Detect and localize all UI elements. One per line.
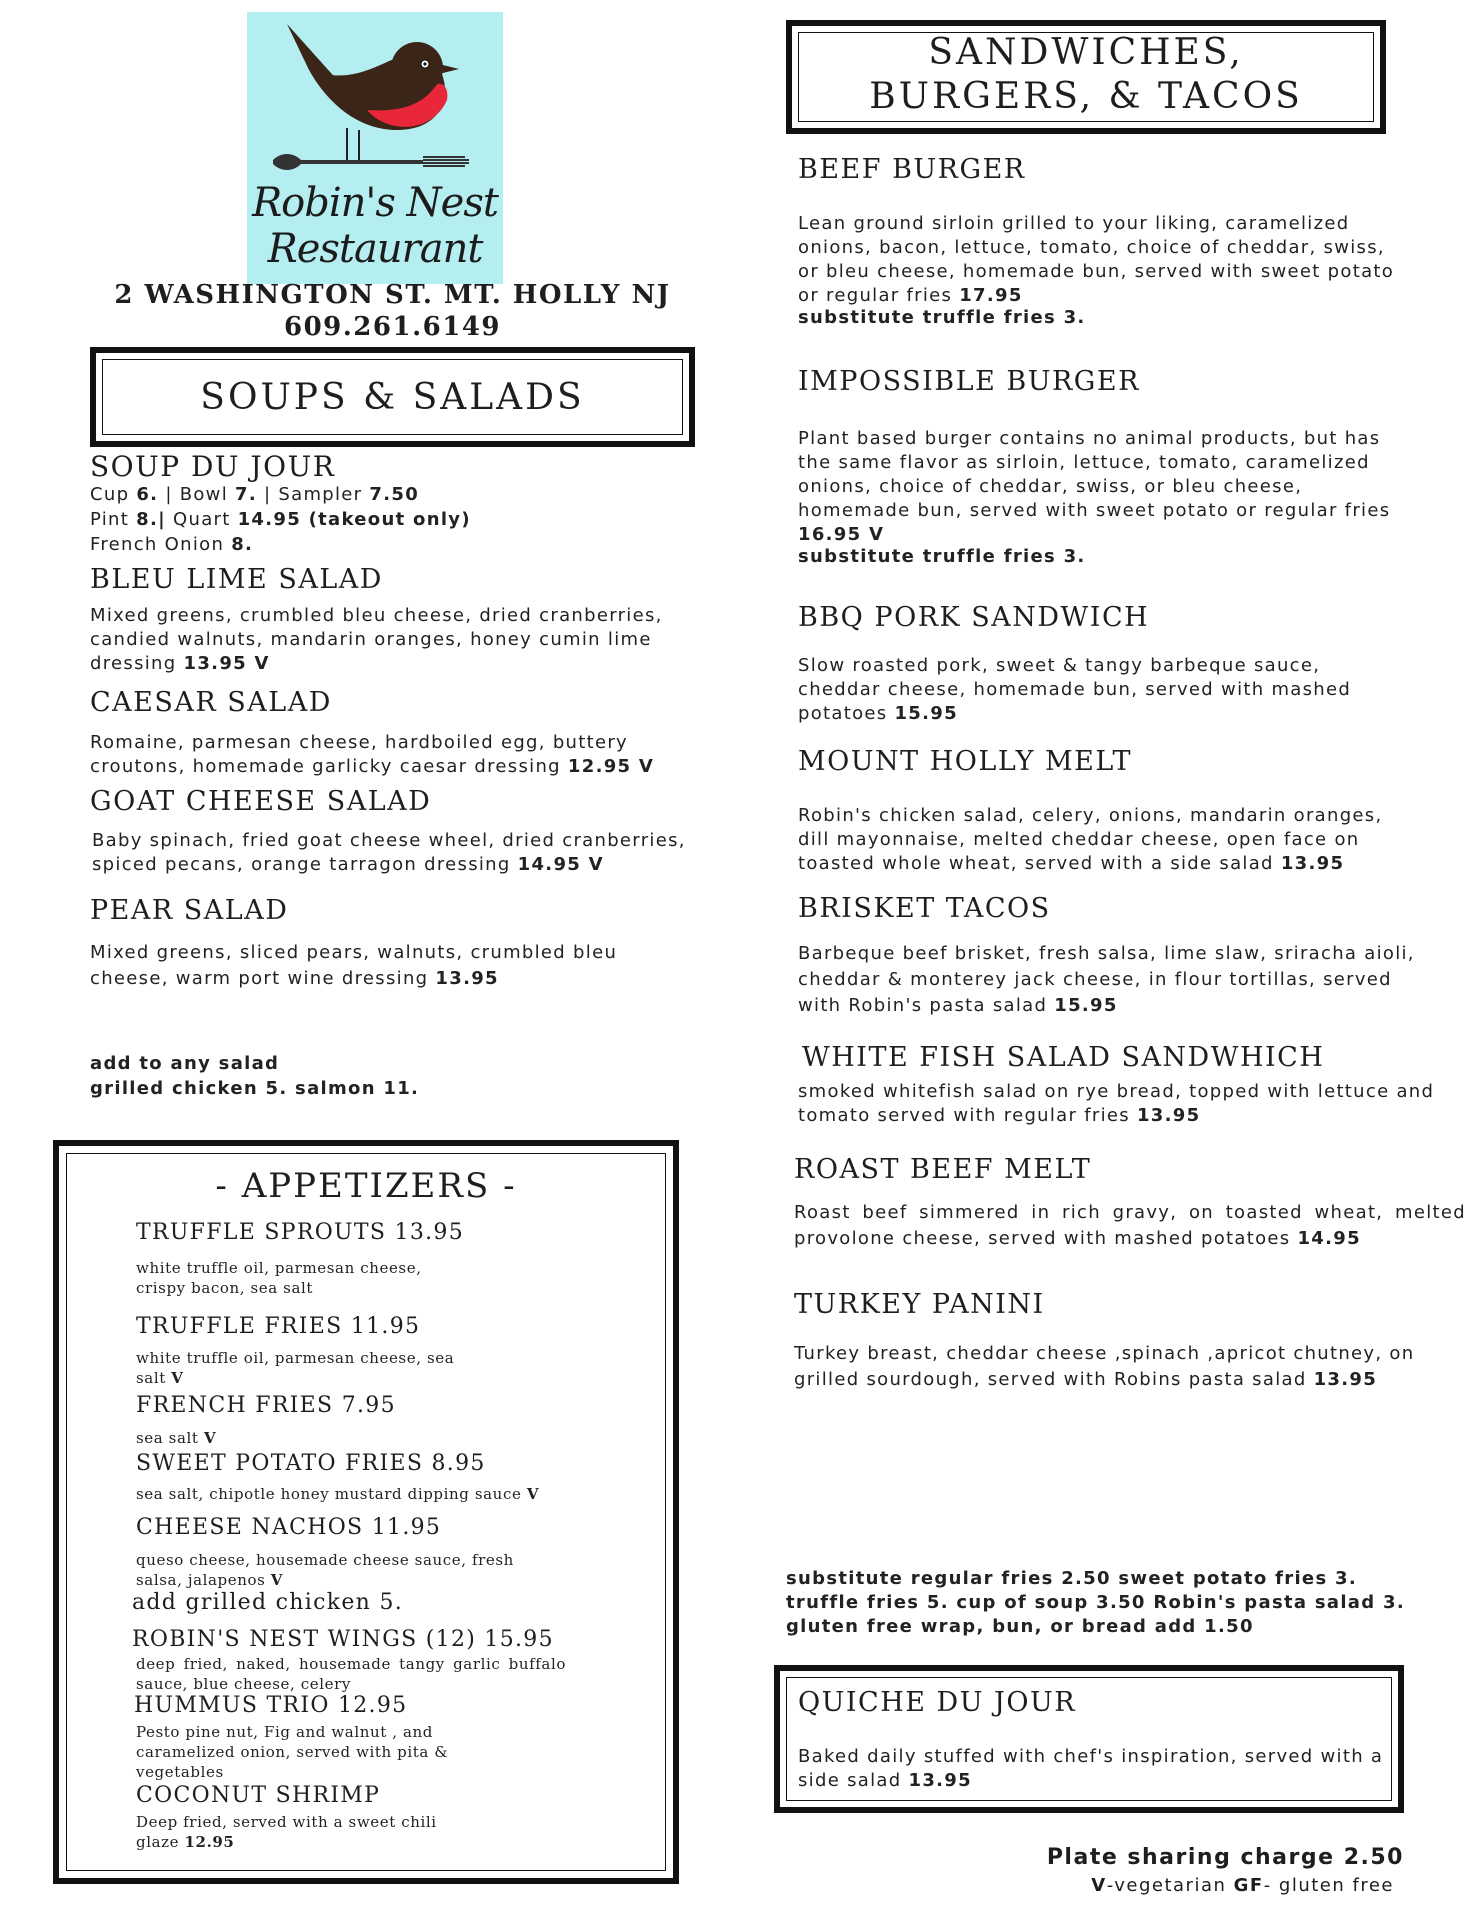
soup-du-jour-name: SOUP DU JOUR <box>90 450 336 483</box>
sandwich-desc: Turkey breast, cheddar cheese ,spinach ,apricot chutney, on grilled sourdough, served with Robins pasta salad 13.95 <box>794 1343 1415 1390</box>
sandwich-desc: Plant based burger contains no animal products, but has the same flavor as sirloin, lettuce, tomato, caramelized onions, choice of cheddar, swiss, or bleu cheese, homemade bun, served with sweet potato or regular fries 16.95 V <box>798 428 1391 545</box>
appetizer-name: COCONUT SHRIMP <box>136 1783 381 1808</box>
sandwich-name: WHITE FISH SALAD SANDWHICH <box>802 1042 1325 1073</box>
substitutions-3: gluten free wrap, bun, or bread add 1.50 <box>786 1616 1254 1637</box>
soup-prices-2: Pint 8.| Quart 14.95 (takeout only) <box>90 509 471 530</box>
sandwich-name: BRISKET TACOS <box>798 893 1051 924</box>
quiche-name: QUICHE DU JOUR <box>798 1687 1077 1718</box>
soups-header-box <box>90 347 695 447</box>
sandwich-name: ROAST BEEF MELT <box>794 1154 1092 1185</box>
sandwiches-header-box <box>786 20 1386 134</box>
salad-desc: Romaine, parmesan cheese, hardboiled egg, buttery croutons, homemade garlicky caesar dressing 12.95 V <box>90 732 655 777</box>
soup-prices-3: French Onion 8. <box>90 534 254 555</box>
sandwich-name: MOUNT HOLLY MELT <box>798 746 1133 777</box>
sandwich-name: IMPOSSIBLE BURGER <box>798 366 1140 397</box>
appetizer-desc: Deep fried, served with a sweet chili glaze 12.95 <box>136 1813 437 1851</box>
soup-prices-1: Cup 6. | Bowl 7. | Sampler 7.50 <box>90 484 420 505</box>
restaurant-logo <box>247 12 503 284</box>
substitutions-1: substitute regular fries 2.50 sweet potato fries 3. <box>786 1568 1357 1589</box>
sandwich-extra: substitute truffle fries 3. <box>798 307 1086 328</box>
sandwich-name: BBQ PORK SANDWICH <box>798 602 1150 633</box>
phone: 609.261.6149 <box>283 312 501 342</box>
sandwich-desc: Slow roasted pork, sweet & tangy barbeque sauce, cheddar cheese, homemade bun, served with mashed potatoes 15.95 <box>798 655 1352 724</box>
sandwich-desc: Robin's chicken salad, celery, onions, mandarin oranges, dill mayonnaise, melted cheddar cheese, open face on toasted whole wheat, served with a side salad 13.95 <box>798 805 1383 874</box>
logo-line-1: Robin's Nest <box>252 180 498 226</box>
appetizer-desc: sea salt V <box>136 1429 217 1447</box>
logo-line-2: Restaurant <box>267 226 483 272</box>
soups-title: SOUPS & SALADS <box>200 377 585 418</box>
appetizers-title: - APPETIZERS - <box>215 1166 517 1206</box>
appetizer-desc: queso cheese, housemade cheese sauce, fresh salsa, jalapenos V <box>136 1551 514 1589</box>
appetizer-desc: sea salt, chipotle honey mustard dipping sauce V <box>136 1485 540 1503</box>
substitutions-2: truffle fries 5. cup of soup 3.50 Robin's pasta salad 3. <box>786 1592 1405 1613</box>
sandwich-desc: Roast beef simmered in rich gravy, on toasted wheat, melted provolone cheese, served with mashed potatoes 14.95 <box>794 1202 1466 1249</box>
salad-desc: Mixed greens, crumbled bleu cheese, dried cranberries, candied walnuts, mandarin oranges, honey cumin lime dressing 13.95 V <box>90 605 663 674</box>
sandwiches-title-line-2: BURGERS, & TACOS <box>869 76 1303 117</box>
appetizer-name: TRUFFLE FRIES 11.95 <box>136 1314 421 1339</box>
sandwich-name: TURKEY PANINI <box>794 1289 1045 1320</box>
salad-name: GOAT CHEESE SALAD <box>90 786 432 817</box>
salad-desc: Baby spinach, fried goat cheese wheel, dried cranberries, spiced pecans, orange tarragon dressing 14.95 V <box>92 830 686 875</box>
salad-desc: Mixed greens, sliced pears, walnuts, crumbled bleu cheese, warm port wine dressing 13.95 <box>90 942 618 989</box>
sharing-charge: Plate sharing charge 2.50 <box>1046 1845 1404 1870</box>
salad-addon-1: add to any salad <box>90 1053 280 1074</box>
salad-addon-2: grilled chicken 5. salmon 11. <box>90 1078 420 1099</box>
appetizer-name: FRENCH FRIES 7.95 <box>136 1393 396 1418</box>
appetizer-name: CHEESE NACHOS 11.95 <box>136 1515 442 1540</box>
sandwich-desc: smoked whitefish salad on rye bread, topped with lettuce and tomato served with regular fries 13.95 <box>798 1081 1435 1126</box>
appetizer-desc: Pesto pine nut, Fig and walnut , and caramelized onion, served with pita & vegetables <box>136 1723 449 1781</box>
sandwich-desc: Lean ground sirloin grilled to your liking, caramelized onions, bacon, lettuce, tomato, choice of cheddar, swiss, or bleu cheese, homemade bun, served with sweet potato or regular fries 17.95 <box>798 213 1395 306</box>
appetizer-name: SWEET POTATO FRIES 8.95 <box>136 1451 486 1476</box>
salad-name: BLEU LIME SALAD <box>90 564 383 595</box>
appetizer-desc: white truffle oil, parmesan cheese, crispy bacon, sea salt <box>136 1259 422 1297</box>
salad-name: PEAR SALAD <box>90 895 289 926</box>
appetizer-desc: deep fried, naked, housemade tangy garlic buffalo sauce, blue cheese, celery <box>136 1655 566 1693</box>
dietary-legend: V-vegetarian GF- gluten free <box>1091 1875 1394 1896</box>
appetizer-desc: white truffle oil, parmesan cheese, sea salt V <box>136 1349 455 1387</box>
sandwich-name: BEEF BURGER <box>798 154 1026 185</box>
quiche-desc: Baked daily stuffed with chef's inspiration, served with a side salad 13.95 <box>798 1746 1384 1791</box>
appetizer-name: ROBIN'S NEST WINGS (12) 15.95 <box>132 1627 554 1652</box>
appetizer-name: HUMMUS TRIO 12.95 <box>134 1693 408 1718</box>
address: 2 WASHINGTON ST. MT. HOLLY NJ <box>114 280 671 310</box>
sandwich-extra: substitute truffle fries 3. <box>798 546 1086 567</box>
appetizer-name: TRUFFLE SPROUTS 13.95 <box>136 1220 465 1245</box>
sandwich-desc: Barbeque beef brisket, fresh salsa, lime slaw, sriracha aioli, cheddar & monterey jack cheese, in flour tortillas, served with Robin's pasta salad 15.95 <box>798 943 1415 1016</box>
appetizer-addon: add grilled chicken 5. <box>132 1590 404 1615</box>
salad-name: CAESAR SALAD <box>90 687 332 718</box>
sandwiches-title-line-1: SANDWICHES, <box>928 32 1244 73</box>
